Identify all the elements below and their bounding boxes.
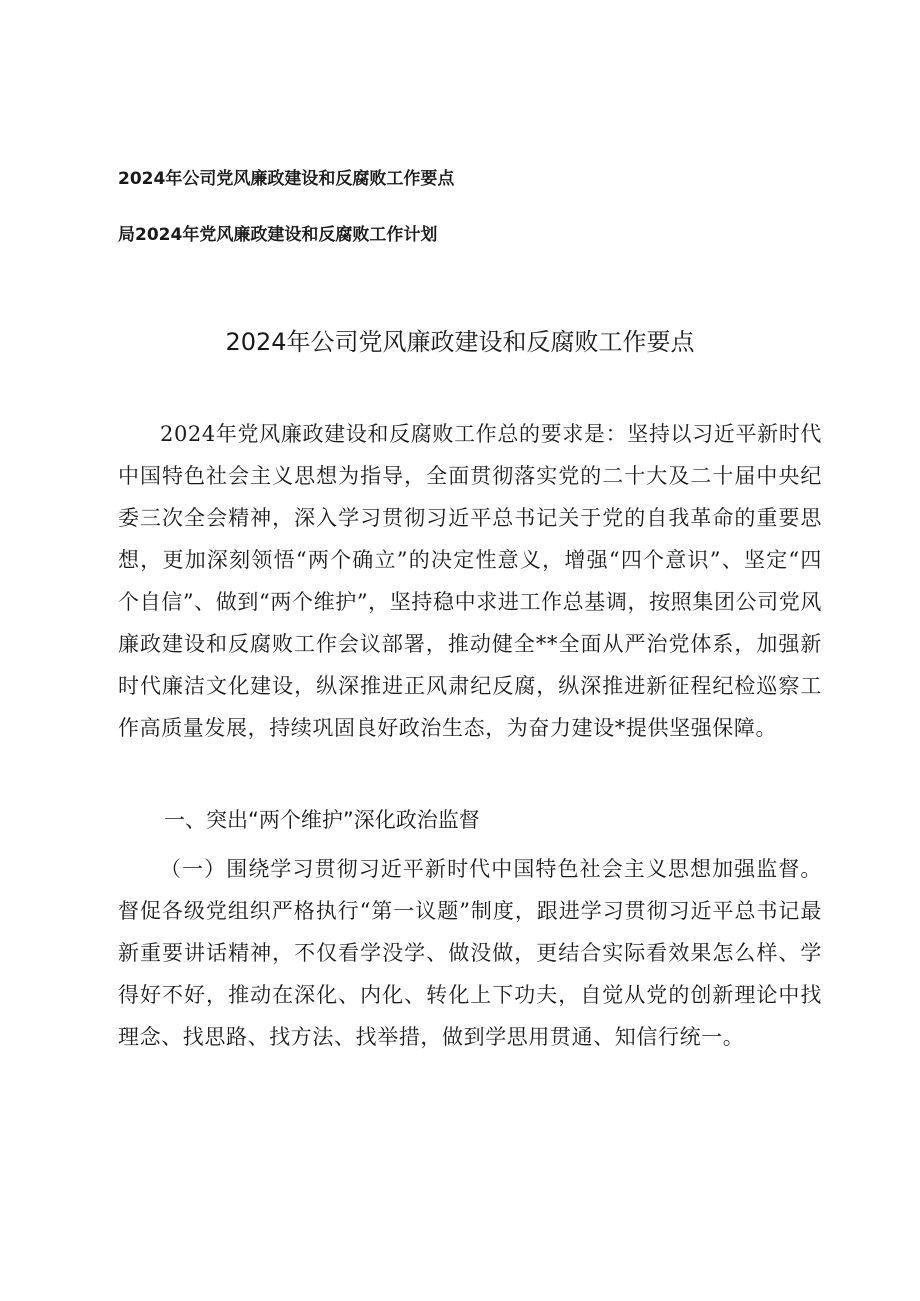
section-1-heading: 一、突出“两个维护”深化政治监督	[164, 808, 480, 832]
toc-item-1[interactable]: 2024年公司党风廉政建设和反腐败工作要点	[118, 169, 455, 189]
toc-item-2[interactable]: 局2024年党风廉政建设和反腐败工作计划	[118, 225, 438, 245]
intro-paragraph: 2024年党风廉政建设和反腐败工作总的要求是：坚持以习近平新时代中国特色社会主义思想为指导，全面贯彻落实党的二十大及二十届中央纪委三次全会精神，深入学习贯彻习近平总书记关于党的自我革命的重要思想，更加深刻领悟“两个确立”的决定性意义，增强“四个意识”、坚定“四个自信”、做到“两个维护”，坚持稳中求进工作总基调，按照集团公司党风廉政建设和反腐败工作会议部署，推动健全**全面从严治党体系，加强新时代廉洁文化建设，纵深推进正风肃纪反腐，纵深推进新征程纪检巡察工作高质量发展，持续巩固良好政治生态，为奋力建设*提供坚强保障。	[118, 422, 822, 740]
section-1-paragraph-1: （一）围绕学习贯彻习近平新时代中国特色社会主义思想加强监督。督促各级党组织严格执行“第一议题”制度，跟进学习贯彻习近平总书记最新重要讲话精神，不仅看学没学、做没做，更结合实际看效果怎么样、学得好不好，推动在深化、内化、转化上下功夫，自觉从党的创新理论中找理念、找思路、找方法、找举措，做到学思用贯通、知信行统一。	[118, 857, 822, 1049]
document-title: 2024年公司党风廉政建设和反腐败工作要点	[225, 328, 695, 356]
